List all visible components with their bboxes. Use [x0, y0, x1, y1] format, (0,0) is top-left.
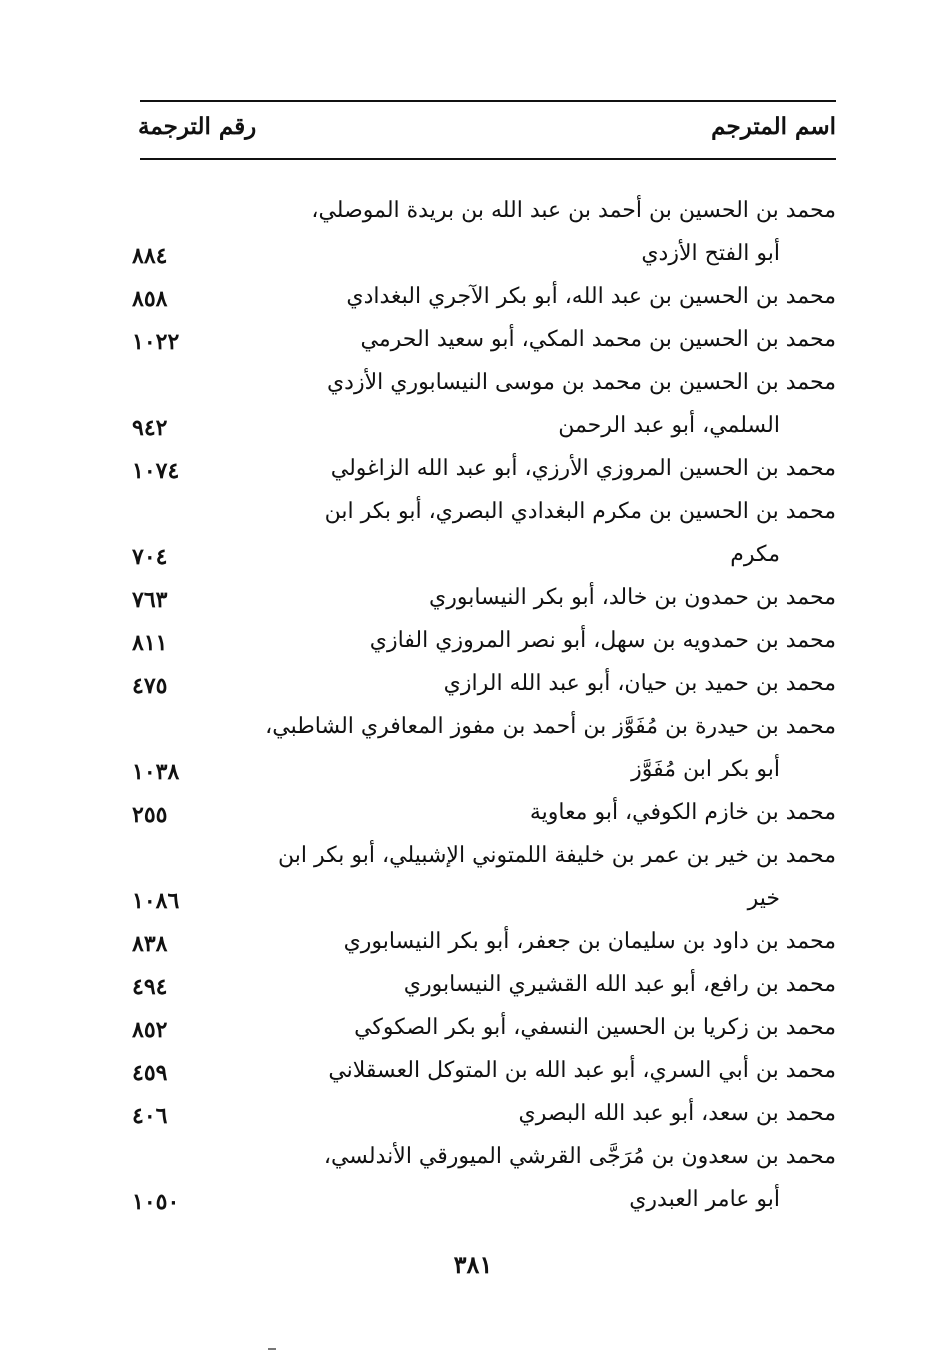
- entry-name: محمد بن الحسين بن عبد الله، أبو بكر الآجري البغدادي: [346, 284, 836, 309]
- entry-line: [0, 364, 946, 407]
- header-bottom-rule: [140, 158, 836, 160]
- entry-line: [0, 407, 946, 450]
- entry-number: ١٠٢٢: [132, 329, 180, 355]
- entry-name: محمد بن حميد بن حيان، أبو عبد الله الرازي: [443, 671, 836, 696]
- entry-name: محمد بن أبي السري، أبو عبد الله بن المتوكل العسقلاني: [328, 1058, 836, 1083]
- entry-line: [0, 235, 946, 278]
- entry-number: ٨٣٨: [132, 931, 168, 957]
- page-number: ٣٨١: [453, 1250, 493, 1279]
- entry-line: [0, 493, 946, 536]
- entry-name-continuation: خير: [747, 886, 780, 911]
- entry-name: محمد بن الحسين بن محمد بن موسى النيسابوري الأزدي: [326, 370, 836, 395]
- entry-line: [0, 192, 946, 235]
- entry-line: [0, 1095, 946, 1138]
- scan-speck: [268, 1348, 276, 1350]
- entry-line: [0, 536, 946, 579]
- entry-number: ٤٠٦: [132, 1103, 168, 1129]
- column-header-name: اسم المترجم: [711, 113, 836, 140]
- entry-name: محمد بن زكريا بن الحسين النسفي، أبو بكر الصكوكي: [354, 1015, 836, 1040]
- entry-line: [0, 579, 946, 622]
- entry-number: ٢٥٥: [132, 802, 168, 828]
- entry-number: ٨٨٤: [132, 243, 168, 269]
- entry-name: محمد بن حمدون بن خالد، أبو بكر النيسابوري: [428, 585, 836, 610]
- entry-name-continuation: أبو الفتح الأزدي: [641, 241, 780, 266]
- entry-number: ٧٦٣: [132, 587, 168, 613]
- entry-name: محمد بن الحسين بن أحمد بن عبد الله بن بريدة الموصلي،: [311, 198, 836, 223]
- entry-name: محمد بن خازم الكوفي، أبو معاوية: [529, 800, 836, 825]
- entry-number: ٨١١: [132, 630, 168, 656]
- entry-line: [0, 321, 946, 364]
- entry-number: ٧٠٤: [132, 544, 168, 570]
- entry-name: محمد بن سعدون بن مُرَجَّى القرشي الميورقي الأندلسي،: [323, 1144, 836, 1169]
- entry-line: [0, 837, 946, 880]
- entry-name: محمد بن سعد، أبو عبد الله البصري: [518, 1101, 836, 1126]
- entry-name-continuation: أبو بكر ابن مُفَوَّز: [631, 757, 780, 782]
- entry-name: محمد بن داود بن سليمان بن جعفر، أبو بكر النيسابوري: [343, 929, 836, 954]
- entry-line: [0, 622, 946, 665]
- entry-name: محمد بن رافع، أبو عبد الله القشيري النيسابوري: [403, 972, 836, 997]
- entry-line: [0, 1138, 946, 1181]
- entry-number: ٤٩٤: [132, 974, 168, 1000]
- column-header-number: رقم الترجمة: [138, 113, 257, 140]
- entry-number: ١٠٧٤: [132, 458, 180, 484]
- entry-name: محمد بن حيدرة بن مُفَوَّز بن أحمد بن مفوز المعافري الشاطبي،: [265, 714, 836, 739]
- entry-number: ٤٥٩: [132, 1060, 168, 1086]
- entry-line: [0, 1052, 946, 1095]
- entry-name-continuation: السلمي، أبو عبد الرحمن: [558, 413, 780, 438]
- entry-line: [0, 1181, 946, 1224]
- entry-line: [0, 278, 946, 321]
- entry-line: [0, 1009, 946, 1052]
- entry-line: [0, 751, 946, 794]
- entry-name: محمد بن الحسين بن مكرم البغدادي البصري، أبو بكر ابن: [324, 499, 836, 524]
- entry-number: ١٠٥٠: [132, 1189, 180, 1215]
- entry-number: ٩٤٢: [132, 415, 168, 441]
- entry-number: ٨٥٢: [132, 1017, 168, 1043]
- entries-list: [0, 192, 946, 1224]
- entry-line: [0, 708, 946, 751]
- entry-line: [0, 923, 946, 966]
- entry-name: محمد بن حمدويه بن سهل، أبو نصر المروزي الفازي: [369, 628, 836, 653]
- entry-line: [0, 880, 946, 923]
- entry-number: ١٠٣٨: [132, 759, 180, 785]
- entry-number: ٨٥٨: [132, 286, 168, 312]
- entry-line: [0, 665, 946, 708]
- header-top-rule: [140, 100, 836, 102]
- entry-line: [0, 966, 946, 1009]
- entry-line: [0, 450, 946, 493]
- entry-number: ٤٧٥: [132, 673, 168, 699]
- entry-name-continuation: مكرم: [730, 542, 780, 567]
- entry-line: [0, 794, 946, 837]
- entry-name-continuation: أبو عامر العبدري: [629, 1187, 780, 1212]
- entry-name: محمد بن الحسين بن محمد المكي، أبو سعيد الحرمي: [360, 327, 836, 352]
- entry-name: محمد بن خير بن عمر بن خليفة اللمتوني الإشبيلي، أبو بكر ابن: [278, 843, 836, 868]
- entry-name: محمد بن الحسين المروزي الأرزي، أبو عبد الله الزاغولي: [330, 456, 836, 481]
- entry-number: ١٠٨٦: [132, 888, 180, 914]
